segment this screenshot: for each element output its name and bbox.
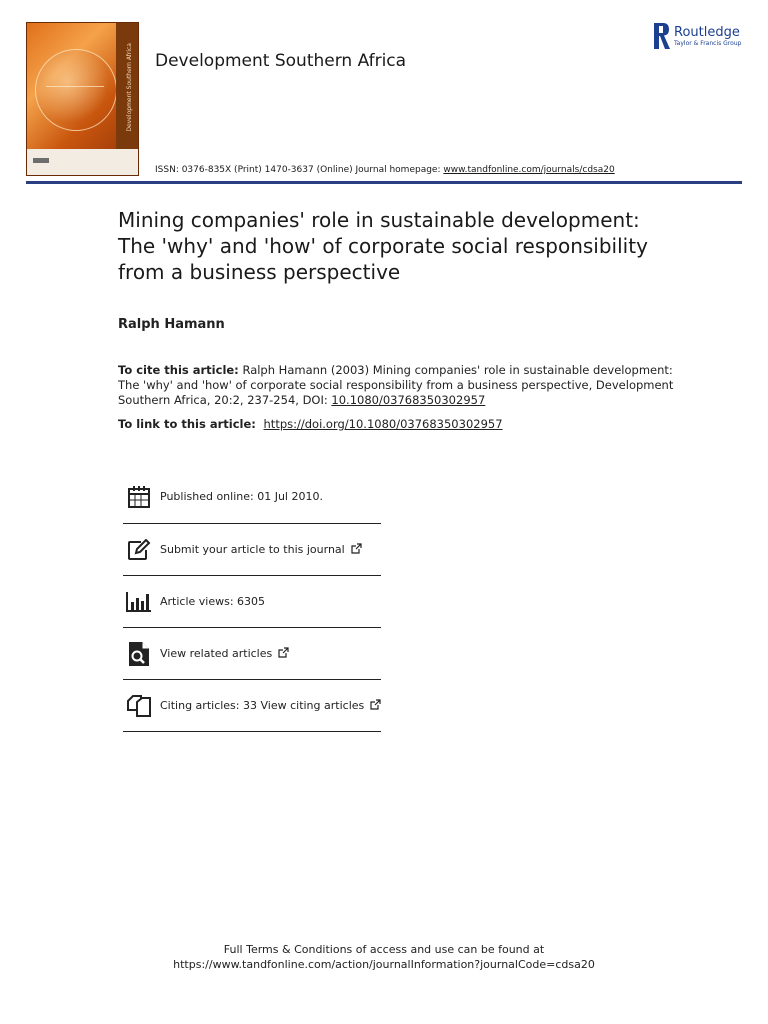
cover-publisher-logo	[33, 158, 49, 163]
submit-article-row[interactable]	[123, 524, 381, 576]
submit-article-link[interactable]: Submit your article to this journal	[160, 543, 362, 556]
terms-footer	[0, 942, 768, 972]
published-online-text: Published online: 01 Jul 2010.	[160, 490, 323, 503]
routledge-logo-icon	[654, 23, 670, 49]
journal-homepage-link[interactable]: www.tandfonline.com/journals/cdsa20	[443, 165, 615, 175]
article-title: Mining companies' role in sustainable development: The 'why' and 'how' of corporate social responsibility from a business perspective	[118, 208, 648, 284]
calendar-icon	[125, 483, 153, 511]
cover-spine-text: Development Southern Africa	[126, 43, 133, 132]
cover-bottom-band	[27, 149, 138, 175]
journal-cover-image	[26, 22, 139, 176]
citation-block	[118, 363, 678, 408]
document-search-icon	[125, 640, 153, 668]
article-views-row	[123, 576, 381, 628]
article-url-link[interactable]: https://doi.org/10.1080/03768350302957	[263, 417, 503, 431]
journal-title: Development Southern Africa	[155, 51, 407, 71]
cover-globe-graphic	[35, 49, 117, 131]
related-articles-row[interactable]	[123, 628, 381, 680]
header-divider	[26, 181, 742, 184]
issn-text: ISSN: 0376-835X (Print) 1470-3637 (Online) Journal homepage:	[155, 165, 444, 175]
external-link-icon	[351, 543, 362, 554]
publisher-tagline: Taylor & Francis Group	[674, 39, 742, 47]
terms-footer-line1: Full Terms & Conditions of access and use can be found at	[223, 943, 545, 956]
citing-articles-icon	[125, 692, 153, 720]
terms-footer-url: https://www.tandfonline.com/action/journalInformation?journalCode=cdsa20	[173, 958, 595, 971]
published-online-row	[123, 470, 381, 524]
article-author: Ralph Hamann	[118, 317, 225, 332]
doi-link[interactable]: 10.1080/03768350302957	[331, 393, 486, 407]
bar-chart-icon	[125, 588, 153, 616]
article-metrics-list	[123, 470, 381, 732]
article-views-text: Article views: 6305	[160, 595, 266, 608]
external-link-icon	[278, 647, 289, 658]
citing-articles-link[interactable]: Citing articles: 33 View citing articles	[160, 699, 381, 712]
external-link-icon	[370, 699, 381, 710]
issn-line	[155, 165, 615, 175]
citing-articles-row[interactable]	[123, 680, 381, 732]
related-articles-link[interactable]: View related articles	[160, 647, 289, 660]
link-label: To link to this article:	[118, 417, 256, 431]
publisher-logo	[654, 22, 741, 50]
article-link-block	[118, 417, 503, 432]
cite-text: Ralph Hamann (2003) Mining companies' role in sustainable development: The 'why' and 'how' of corporate social responsibility from a business perspective, Development Southern Africa, 20:2, 237-254, DOI:	[118, 363, 674, 407]
cite-label: To cite this article:	[118, 363, 239, 377]
edit-icon	[125, 536, 153, 564]
publisher-name: Routledge	[674, 24, 740, 40]
